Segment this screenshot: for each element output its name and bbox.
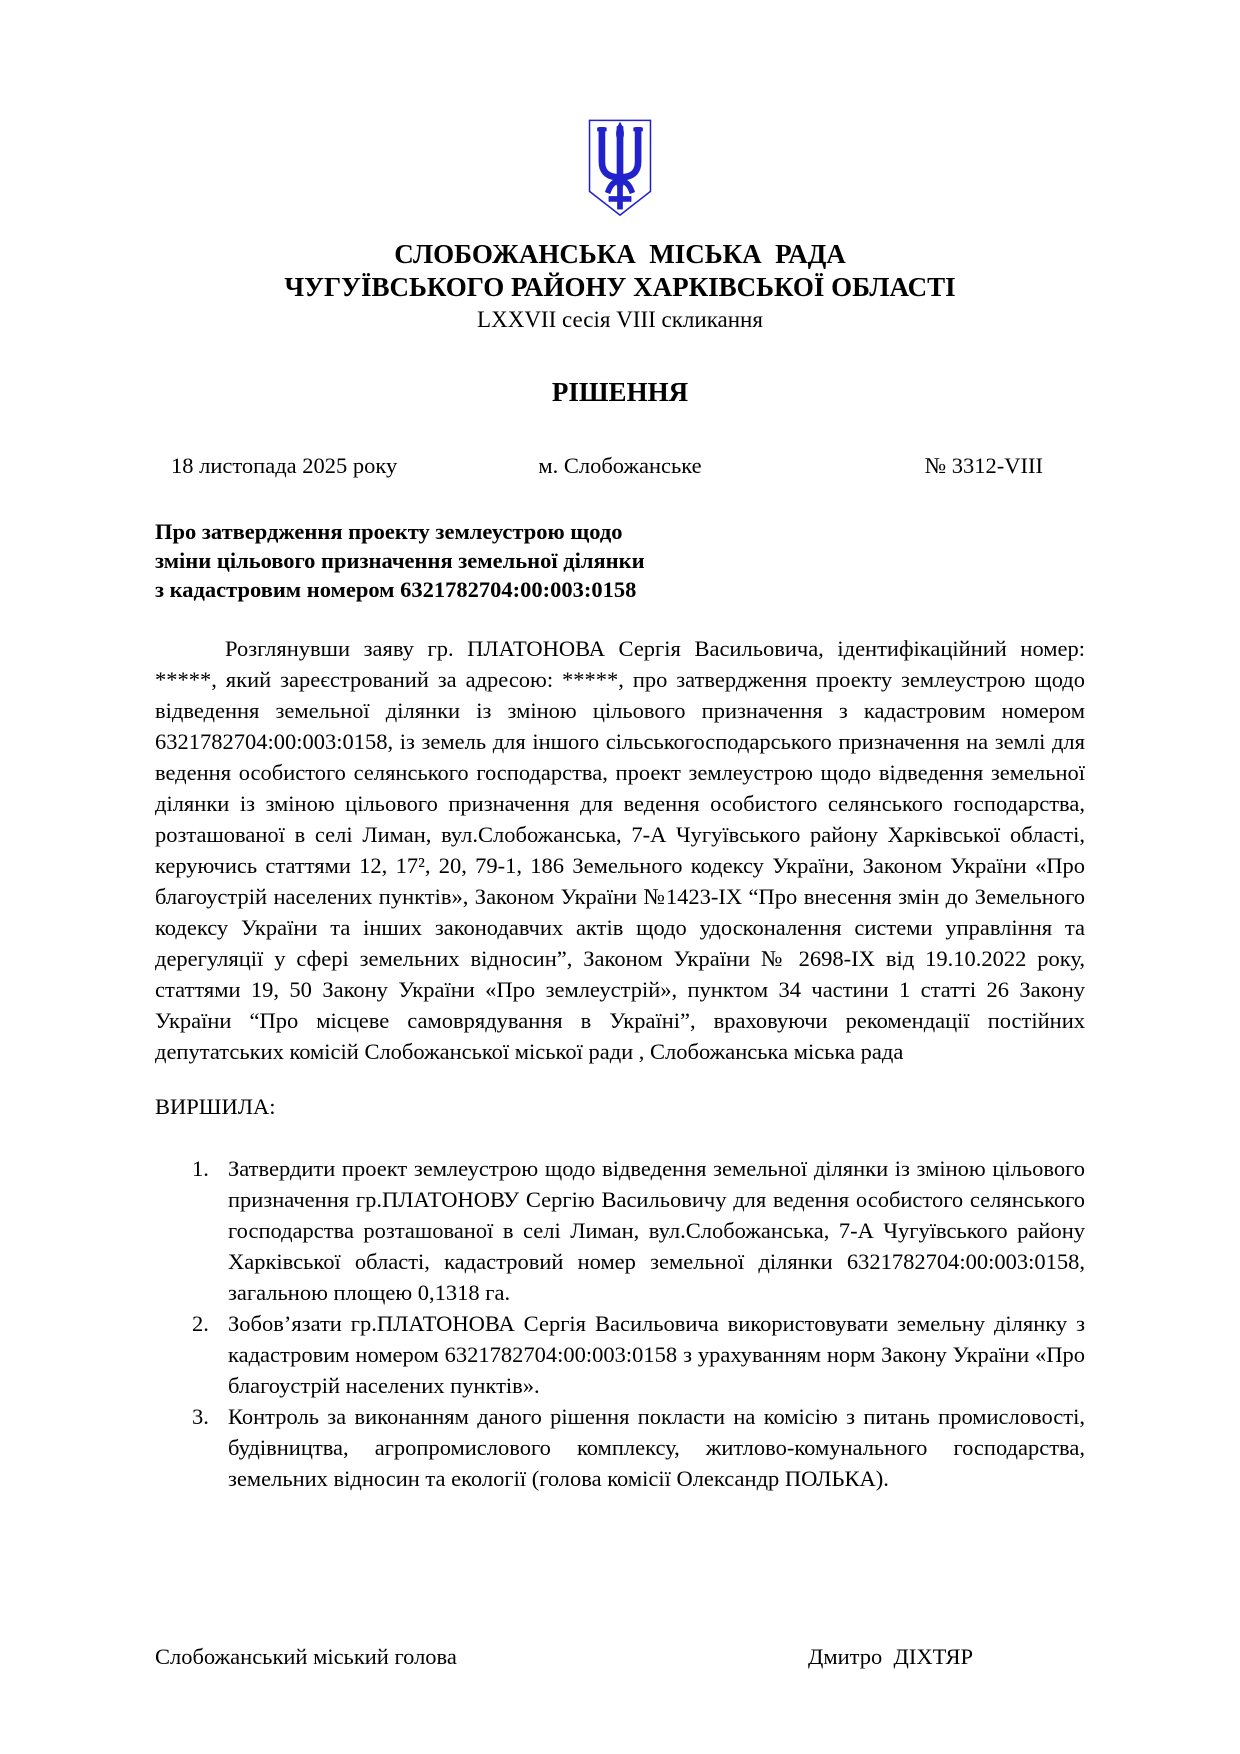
signatory-position: Слобожанський міський голова xyxy=(155,1644,457,1669)
trident-emblem-icon xyxy=(584,118,656,218)
list-item-text: Зобов’язати гр.ПЛАТОНОВА Сергія Васильовича використовувати земельну ділянку з кадастровим номером 6321782704:00:003:0158 з урахуванням норм Закону України «Про благоустрій населених пунктів». xyxy=(228,1311,1085,1398)
list-item-text: Затвердити проект землеустрою щодо відведення земельної ділянки із зміною цільового призначення гр.ПЛАТОНОВУ Сергію Васильовичу для ведення особистого селянського господарства розташованої в селі Лиман, вул.Слобожанська, 7-А Чугуївського району Харківської області, кадастровий номер земельної ділянки 6321782704:00:003:0158, загальною площею 0,1318 га. xyxy=(228,1156,1085,1305)
subject-line-2: зміни цільового призначення земельної ділянки xyxy=(155,548,645,573)
signature-row xyxy=(155,1644,1085,1670)
list-item xyxy=(155,1153,1085,1308)
session-line: LXXVII сесія VIII скликання xyxy=(477,307,763,332)
council-region: ЧУГУЇВСЬКОГО РАЙОНУ ХАРКІВСЬКОЇ ОБЛАСТІ xyxy=(284,272,956,302)
list-item-number: 3. xyxy=(192,1404,209,1429)
decision-date: 18 листопада 2025 року xyxy=(171,453,398,478)
council-name: СЛОБОЖАНСЬКА МІСЬКА РАДА xyxy=(394,239,846,269)
subject-line-1: Про затвердження проекту землеустрою щодо xyxy=(155,519,623,544)
list-item-number: 2. xyxy=(192,1311,209,1336)
document-type-title: РІШЕННЯ xyxy=(551,377,689,407)
list-item xyxy=(155,1308,1085,1401)
list-item-number: 1. xyxy=(192,1156,209,1181)
preamble-paragraph: Розглянувши заяву гр. ПЛАТОНОВА Сергія Васильовича, ідентифікаційний номер: *****, який зареєстрований за адресою: *****, про затвердження проекту землеустрою щодо відведення земельної ділянки із зміною цільового призначення з кадастровим номером 6321782704:00:003:0158, із земель для іншого сільськогосподарського призначення на землі для ведення особистого селянського господарства, проект землеустрою щодо відведення земельної ділянки із зміною цільового призначення для ведення особистого селянського господарства, розташованої в селі Лиман, вул.Слобожанська, 7-А Чугуївського району Харківської області, керуючись статтями 12, 17², 20, 79-1, 186 Земельного кодексу України, Законом України «Про благоустрій населених пунктів», Законом України №1423-IX “Про внесення змін до Земельного кодексу України та інших законодавчих актів щодо удосконалення системи управління та дерегуляції у сфері земельних відносин”, Законом України № 2698-IX від 19.10.2022 року, статтями 19, 50 Закону України «Про землеустрій», пунктом 34 частини 1 статті 26 Закону України “Про місцеве самоврядування в Україні”, враховуючи рекомендації постійних депутатських комісій Слобожанської міської ради , Слобожанська міська рада xyxy=(155,636,1085,1064)
subject-block xyxy=(155,517,1085,604)
decision-number: № 3312-VIII xyxy=(924,453,1043,478)
decision-place: м. Слобожанське xyxy=(538,453,702,478)
list-item xyxy=(155,1401,1085,1494)
subject-line-3: з кадастровим номером 6321782704:00:003:0158 xyxy=(155,577,637,602)
list-item-text: Контроль за виконанням даного рішення покласти на комісію з питань промисловості, будівництва, агропромислового комплексу, житлово-комунального господарства, земельних відносин та екології (голова комісії Олександр ПОЛЬКА). xyxy=(228,1404,1085,1491)
resolved-heading: ВИРШИЛА: xyxy=(155,1094,276,1119)
resolution-list xyxy=(155,1153,1085,1494)
signatory-name: Дмитро ДІХТЯР xyxy=(808,1644,973,1669)
meta-row xyxy=(155,453,1085,479)
